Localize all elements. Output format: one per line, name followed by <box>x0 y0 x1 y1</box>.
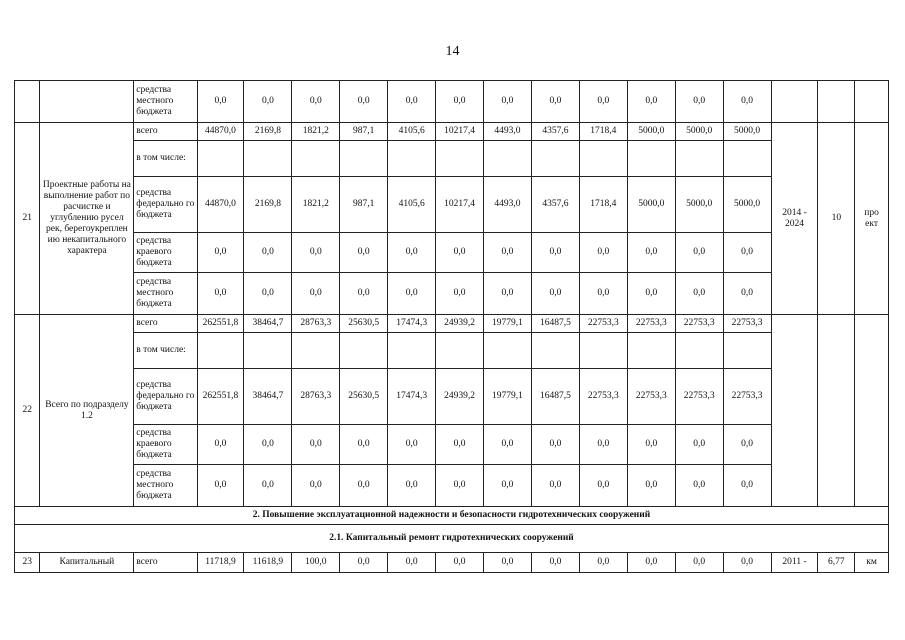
value-cell-5: 0,0 <box>388 553 436 573</box>
value-cell-3: 28763,3 <box>292 369 340 425</box>
quantity-cell <box>818 81 855 123</box>
value-cell-7: 0,0 <box>484 425 532 465</box>
value-cell-7: 19779,1 <box>484 369 532 425</box>
value-cell-3: 100,0 <box>292 553 340 573</box>
value-cell-8: 16487,5 <box>531 369 579 425</box>
value-cell-12: 0,0 <box>723 273 771 315</box>
value-cell-4: 0,0 <box>340 425 388 465</box>
table-row <box>15 141 889 177</box>
value-cell-8: 0,0 <box>531 425 579 465</box>
value-cell-8: 0,0 <box>531 553 579 573</box>
table-row <box>15 465 889 507</box>
value-cell-8: 4357,6 <box>531 123 579 141</box>
section-row <box>15 507 889 525</box>
period: 2011 - <box>771 553 818 573</box>
value-cell-12: 0,0 <box>723 425 771 465</box>
value-cell-12: 0,0 <box>723 465 771 507</box>
value-cell-6: 10217,4 <box>436 177 484 233</box>
period: 2014 - 2024 <box>771 123 818 315</box>
value-cell-9: 0,0 <box>579 81 627 123</box>
funding-source-total: всего <box>134 553 197 573</box>
value-cell-1: 0,0 <box>197 233 244 273</box>
value-cell-11: 0,0 <box>675 425 723 465</box>
value-cell-4: 0,0 <box>340 233 388 273</box>
value-cell-11: 0,0 <box>675 273 723 315</box>
value-cell-11: 0,0 <box>675 233 723 273</box>
value-cell-2: 11618,9 <box>244 553 292 573</box>
table-row <box>15 233 889 273</box>
value-cell-6: 0,0 <box>436 233 484 273</box>
quantity: 6,77 <box>818 553 855 573</box>
value-cell-2: 2169,8 <box>244 177 292 233</box>
table-row <box>15 81 889 123</box>
empty-cell <box>723 141 771 177</box>
measure-name-cell <box>40 81 134 123</box>
value-cell-4: 987,1 <box>340 177 388 233</box>
empty-cell <box>292 333 340 369</box>
value-cell-6: 0,0 <box>436 465 484 507</box>
value-cell-3: 0,0 <box>292 233 340 273</box>
value-cell-11: 0,0 <box>675 553 723 573</box>
value-cell-12: 0,0 <box>723 81 771 123</box>
value-cell-12: 22753,3 <box>723 315 771 333</box>
value-cell-2: 0,0 <box>244 81 292 123</box>
value-cell-5: 0,0 <box>388 425 436 465</box>
value-cell-1: 44870,0 <box>197 123 244 141</box>
value-cell-9: 22753,3 <box>579 369 627 425</box>
empty-cell <box>627 333 675 369</box>
value-cell-1: 0,0 <box>197 465 244 507</box>
value-cell-8: 0,0 <box>531 81 579 123</box>
funding-source-federal: средства федерально го бюджета <box>134 369 197 425</box>
measure-name: Всего по подразделу 1.2 <box>40 315 134 507</box>
empty-cell <box>531 141 579 177</box>
funding-source-total: всего <box>134 315 197 333</box>
value-cell-4: 0,0 <box>340 465 388 507</box>
funding-source-regional: средства краевого бюджета <box>134 425 197 465</box>
funding-source-including: в том числе: <box>134 141 197 177</box>
value-cell-6: 0,0 <box>436 273 484 315</box>
value-cell-11: 0,0 <box>675 81 723 123</box>
empty-cell <box>197 141 244 177</box>
value-cell-1: 0,0 <box>197 273 244 315</box>
value-cell-2: 0,0 <box>244 273 292 315</box>
value-cell-8: 0,0 <box>531 273 579 315</box>
page-number: 14 <box>445 44 460 59</box>
empty-cell <box>388 333 436 369</box>
value-cell-10: 0,0 <box>627 425 675 465</box>
value-cell-3: 1821,2 <box>292 123 340 141</box>
empty-cell <box>627 141 675 177</box>
empty-cell <box>340 333 388 369</box>
value-cell-8: 0,0 <box>531 465 579 507</box>
value-cell-10: 0,0 <box>627 233 675 273</box>
value-cell-7: 0,0 <box>484 553 532 573</box>
value-cell-5: 0,0 <box>388 81 436 123</box>
value-cell-9: 1718,4 <box>579 123 627 141</box>
value-cell-12: 5000,0 <box>723 177 771 233</box>
value-cell-4: 0,0 <box>340 81 388 123</box>
budget-table <box>14 80 889 573</box>
value-cell-8: 0,0 <box>531 233 579 273</box>
value-cell-5: 0,0 <box>388 233 436 273</box>
empty-cell <box>723 333 771 369</box>
value-cell-2: 0,0 <box>244 233 292 273</box>
section-row <box>15 525 889 553</box>
empty-cell <box>340 141 388 177</box>
value-cell-6: 0,0 <box>436 425 484 465</box>
unit-cell <box>855 81 889 123</box>
value-cell-2: 2169,8 <box>244 123 292 141</box>
unit: про ект <box>855 123 889 315</box>
value-cell-10: 0,0 <box>627 465 675 507</box>
value-cell-3: 0,0 <box>292 81 340 123</box>
value-cell-12: 5000,0 <box>723 123 771 141</box>
value-cell-3: 0,0 <box>292 273 340 315</box>
empty-cell <box>292 141 340 177</box>
value-cell-6: 10217,4 <box>436 123 484 141</box>
empty-cell <box>436 141 484 177</box>
value-cell-9: 0,0 <box>579 465 627 507</box>
value-cell-9: 0,0 <box>579 553 627 573</box>
row-number: 22 <box>15 315 40 507</box>
empty-cell <box>388 141 436 177</box>
value-cell-11: 5000,0 <box>675 177 723 233</box>
value-cell-6: 24939,2 <box>436 369 484 425</box>
funding-source-federal: средства федерально го бюджета <box>134 177 197 233</box>
funding-source-local: средства местного бюджета <box>134 273 197 315</box>
empty-cell <box>244 333 292 369</box>
value-cell-7: 19779,1 <box>484 315 532 333</box>
funding-source-including: в том числе: <box>134 333 197 369</box>
value-cell-6: 24939,2 <box>436 315 484 333</box>
value-cell-7: 4493,0 <box>484 177 532 233</box>
value-cell-10: 22753,3 <box>627 369 675 425</box>
value-cell-4: 25630,5 <box>340 369 388 425</box>
value-cell-10: 0,0 <box>627 273 675 315</box>
value-cell-12: 0,0 <box>723 233 771 273</box>
value-cell-5: 17474,3 <box>388 315 436 333</box>
table-row <box>15 333 889 369</box>
value-cell-9: 0,0 <box>579 425 627 465</box>
quantity <box>818 315 855 507</box>
funding-source-total: всего <box>134 123 197 141</box>
row-number: 21 <box>15 123 40 315</box>
unit: км <box>855 553 889 573</box>
value-cell-11: 22753,3 <box>675 369 723 425</box>
value-cell-8: 16487,5 <box>531 315 579 333</box>
empty-cell <box>675 333 723 369</box>
value-cell-1: 262551,8 <box>197 315 244 333</box>
value-cell-7: 0,0 <box>484 233 532 273</box>
table-row <box>15 273 889 315</box>
measure-name: Проектные работы на выполнение работ по расчистке и углублению русел рек, берегоукреплен ию некапитального характера <box>40 123 134 315</box>
value-cell-5: 4105,6 <box>388 123 436 141</box>
value-cell-4: 987,1 <box>340 123 388 141</box>
value-cell-1: 0,0 <box>197 425 244 465</box>
value-cell-5: 17474,3 <box>388 369 436 425</box>
value-cell-9: 22753,3 <box>579 315 627 333</box>
empty-cell <box>244 141 292 177</box>
value-cell-9: 1718,4 <box>579 177 627 233</box>
value-cell-2: 38464,7 <box>244 315 292 333</box>
empty-cell <box>531 333 579 369</box>
value-cell-1: 262551,8 <box>197 369 244 425</box>
empty-cell <box>436 333 484 369</box>
quantity: 10 <box>818 123 855 315</box>
empty-cell <box>579 141 627 177</box>
value-cell-7: 0,0 <box>484 273 532 315</box>
period-cell <box>771 81 818 123</box>
value-cell-2: 38464,7 <box>244 369 292 425</box>
value-cell-9: 0,0 <box>579 233 627 273</box>
period <box>771 315 818 507</box>
value-cell-10: 22753,3 <box>627 315 675 333</box>
value-cell-1: 11718,9 <box>197 553 244 573</box>
value-cell-5: 0,0 <box>388 273 436 315</box>
value-cell-4: 25630,5 <box>340 315 388 333</box>
empty-cell <box>484 333 532 369</box>
empty-cell <box>484 141 532 177</box>
row-number-cell <box>15 81 40 123</box>
value-cell-5: 4105,6 <box>388 177 436 233</box>
value-cell-4: 0,0 <box>340 553 388 573</box>
value-cell-11: 22753,3 <box>675 315 723 333</box>
value-cell-11: 5000,0 <box>675 123 723 141</box>
table-row <box>15 553 889 573</box>
measure-name: Капитальный <box>40 553 134 573</box>
value-cell-3: 0,0 <box>292 425 340 465</box>
unit <box>855 315 889 507</box>
value-cell-12: 0,0 <box>723 553 771 573</box>
funding-source-local: средства местного бюджета <box>134 81 197 123</box>
value-cell-7: 0,0 <box>484 465 532 507</box>
value-cell-1: 0,0 <box>197 81 244 123</box>
value-cell-5: 0,0 <box>388 465 436 507</box>
section-2-title: 2. Повышение эксплуатационной надежности и безопасности гидротехнических сооружений <box>15 507 889 525</box>
table-row <box>15 315 889 333</box>
value-cell-3: 1821,2 <box>292 177 340 233</box>
value-cell-7: 0,0 <box>484 81 532 123</box>
table-row <box>15 369 889 425</box>
value-cell-8: 4357,6 <box>531 177 579 233</box>
value-cell-10: 5000,0 <box>627 123 675 141</box>
value-cell-12: 22753,3 <box>723 369 771 425</box>
value-cell-2: 0,0 <box>244 425 292 465</box>
value-cell-3: 28763,3 <box>292 315 340 333</box>
section-2-1-title: 2.1. Капитальный ремонт гидротехнических сооружений <box>15 525 889 553</box>
value-cell-9: 0,0 <box>579 273 627 315</box>
table-row <box>15 425 889 465</box>
funding-source-local: средства местного бюджета <box>134 465 197 507</box>
value-cell-10: 0,0 <box>627 553 675 573</box>
value-cell-1: 44870,0 <box>197 177 244 233</box>
value-cell-6: 0,0 <box>436 81 484 123</box>
value-cell-2: 0,0 <box>244 465 292 507</box>
table-row <box>15 123 889 141</box>
table-row <box>15 177 889 233</box>
value-cell-7: 4493,0 <box>484 123 532 141</box>
value-cell-10: 5000,0 <box>627 177 675 233</box>
value-cell-11: 0,0 <box>675 465 723 507</box>
row-number: 23 <box>15 553 40 573</box>
value-cell-4: 0,0 <box>340 273 388 315</box>
value-cell-10: 0,0 <box>627 81 675 123</box>
empty-cell <box>675 141 723 177</box>
value-cell-6: 0,0 <box>436 553 484 573</box>
empty-cell <box>197 333 244 369</box>
funding-source-regional: средства краевого бюджета <box>134 233 197 273</box>
value-cell-3: 0,0 <box>292 465 340 507</box>
empty-cell <box>579 333 627 369</box>
